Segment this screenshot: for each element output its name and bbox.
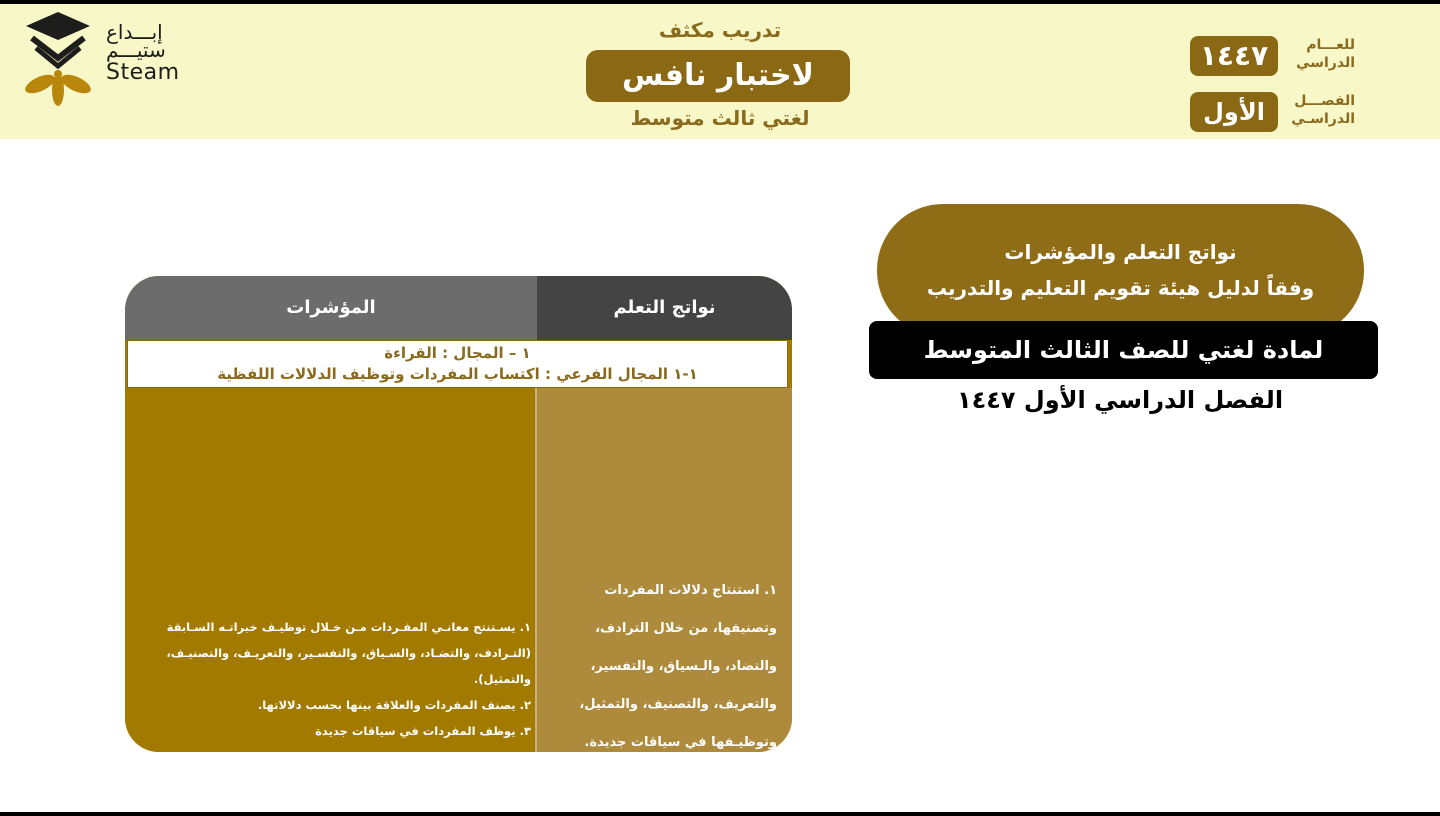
year-label: للعـــام الدراسي	[1296, 37, 1355, 71]
indicator-line: والتمثيل).	[473, 672, 531, 686]
semester-label: الفصـــل الدراسـي	[1291, 93, 1355, 127]
logo-arabic-line1: إبـــداع	[106, 20, 163, 44]
semester-caption: الفصل الدراسي الأول ١٤٤٧	[956, 386, 1284, 414]
outcome-cell	[537, 388, 792, 752]
year-badge: ١٤٤٧	[1190, 36, 1278, 76]
oval-title-line1: نواتج التعلم والمؤشرات	[1004, 240, 1237, 264]
semester-badge: الأول	[1190, 92, 1278, 132]
header-subtitle: لغتي ثالث متوسط	[630, 106, 810, 130]
outcome-line: والتضاد، والـسياق، والتفسير،	[590, 659, 777, 674]
oval-title-line2: وفقاً لدليل هيئة تقويم التعليم والتدريب	[926, 276, 1315, 300]
bottom-border	[0, 812, 1440, 816]
domain-title: ١ – المجال : القراءة	[384, 344, 531, 362]
indicator-line: ٢. يصنف المفردات والعلاقة بينها بحسب دلالاتها.	[257, 698, 531, 712]
header-main-title: لاختبار نافس	[586, 50, 850, 102]
subject-bar: لمادة لغتي للصف الثالث المتوسط	[869, 321, 1378, 379]
page-header	[0, 4, 1440, 139]
indicator-line: ٣. يوظف المفردات في سياقات جديدة	[315, 724, 531, 738]
indicators-list	[139, 614, 531, 744]
logo-arabic-line2: ستيـــم	[106, 38, 166, 62]
outcome-line: وتصنيفها، من خلال الترادف،	[595, 621, 777, 636]
indicators-cell	[125, 388, 535, 752]
outcomes-table	[125, 276, 792, 752]
indicator-line: (التـرادف، والتضـاد، والسـياق، والتفسـير، والتعريـف، والتصنيـف،	[166, 646, 531, 660]
logo-english: Steam	[106, 60, 180, 85]
header-indicators: المؤشرات	[125, 276, 537, 340]
outcome-line: ١. استنتاج دلالات المفردات	[604, 583, 777, 598]
outcome-line: وتوظيـفها في سياقات جديدة.	[584, 735, 777, 750]
header-outcomes: نواتج التعلم	[537, 276, 792, 340]
outcome-text	[545, 572, 777, 752]
outcomes-title-oval	[877, 204, 1364, 337]
indicator-line: ١. يسـتنتج معانـي المفـردات مـن خـلال توظيـف خبراتـه السـابقة	[166, 620, 531, 634]
subdomain-title: ١-١ المجال الفرعي : اكتساب المفردات وتوظيف الدلالات اللفظية	[217, 365, 698, 383]
domain-row	[127, 340, 788, 388]
logo-text	[106, 22, 206, 84]
outcome-line: والتعريف، والتصنيف، والتمثيل،	[579, 697, 777, 712]
header-top-title: تدريب مكثف	[658, 18, 782, 42]
